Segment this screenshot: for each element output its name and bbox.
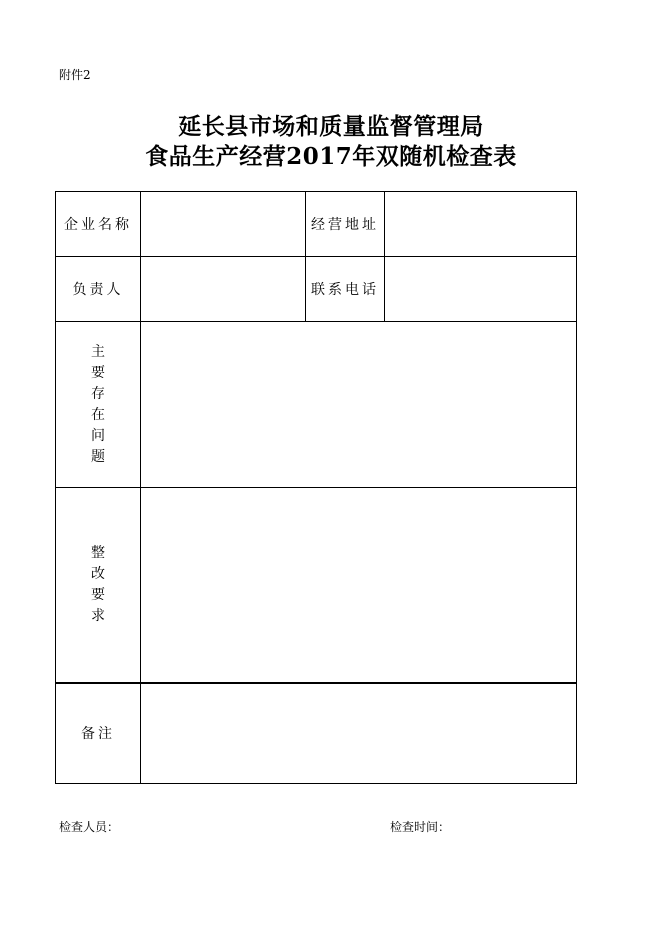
contact-phone-value[interactable]	[385, 257, 575, 321]
rectification-value[interactable]	[141, 488, 575, 682]
company-name-value[interactable]	[141, 192, 305, 256]
main-issues-char: 要	[91, 364, 105, 381]
rectification-char: 要	[91, 587, 105, 603]
main-issues-char: 题	[91, 448, 105, 465]
main-issues-char: 存	[91, 385, 105, 402]
document-title-line2: 食品生产经营2017年双随机检查表	[145, 143, 517, 170]
company-name-label: 企业名称	[64, 217, 132, 233]
remarks-value[interactable]	[141, 684, 575, 782]
person-in-charge-value[interactable]	[141, 257, 305, 321]
document-title-line1: 延长县市场和质量监督管理局	[178, 113, 484, 140]
business-address-value[interactable]	[385, 192, 575, 256]
business-address-label: 经营地址	[311, 217, 379, 233]
main-issues-value[interactable]	[141, 322, 575, 487]
remarks-label: 备注	[81, 726, 115, 742]
attachment-label: 附件2	[59, 68, 91, 82]
main-issues-char: 问	[91, 427, 105, 444]
rectification-char: 求	[91, 608, 105, 624]
main-issues-char: 主	[91, 343, 105, 360]
contact-phone-label: 联系电话	[311, 282, 379, 298]
main-issues-char: 在	[91, 406, 105, 423]
inspection-form-table	[55, 191, 577, 784]
rectification-label	[56, 488, 140, 682]
inspection-time-label: 检查时间：	[390, 820, 451, 834]
inspector-label: 检查人员：	[59, 820, 120, 834]
main-issues-label	[56, 322, 140, 487]
person-in-charge-label: 负责人	[72, 282, 124, 298]
rectification-char: 改	[91, 566, 105, 582]
rectification-char: 整	[91, 545, 105, 561]
